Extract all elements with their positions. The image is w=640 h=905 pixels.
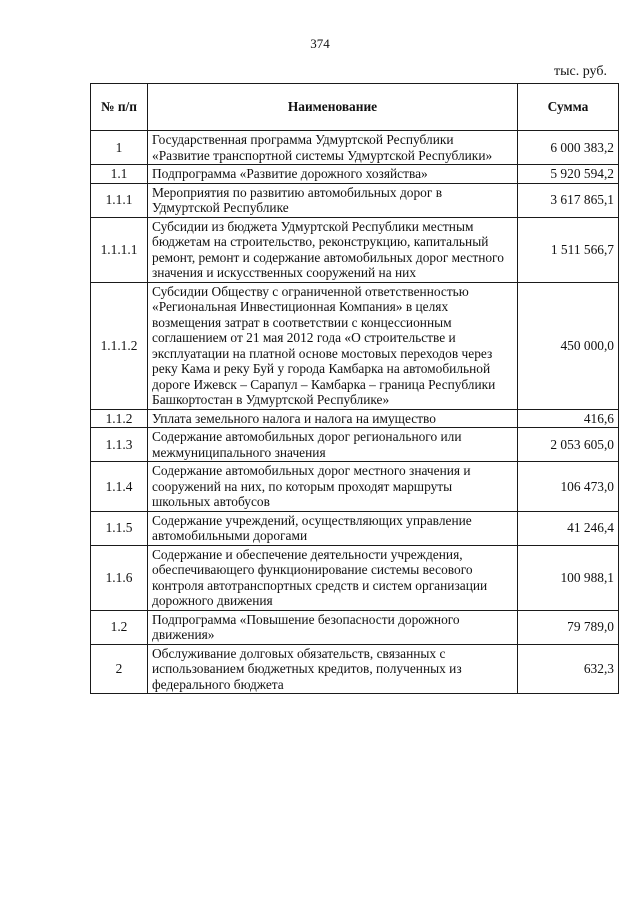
- row-sum: 41 246,4: [518, 511, 619, 545]
- row-sum: 632,3: [518, 644, 619, 694]
- row-number: 1.1.1: [91, 183, 148, 217]
- table-row: [91, 165, 619, 184]
- header-sum: Сумма: [518, 84, 619, 131]
- row-number: 2: [91, 644, 148, 694]
- row-sum: 79 789,0: [518, 610, 619, 644]
- row-name: Подпрограмма «Развитие дорожного хозяйства»: [148, 165, 518, 184]
- row-name: Подпрограмма «Повышение безопасности дорожного движения»: [148, 610, 518, 644]
- table-row: [91, 644, 619, 694]
- table-row: [91, 511, 619, 545]
- table-row: [91, 462, 619, 512]
- row-sum: 5 920 594,2: [518, 165, 619, 184]
- header-number: № п/п: [91, 84, 148, 131]
- row-sum: 450 000,0: [518, 282, 619, 409]
- row-number: 1.1.2: [91, 409, 148, 428]
- page-number: 374: [310, 36, 330, 51]
- row-name: Содержание учреждений, осуществляющих управление автомобильными дорогами: [148, 511, 518, 545]
- table-row: [91, 131, 619, 165]
- row-sum: 6 000 383,2: [518, 131, 619, 165]
- table-row: [91, 409, 619, 428]
- row-number: 1.1.4: [91, 462, 148, 512]
- table-row: [91, 183, 619, 217]
- table-row: [91, 610, 619, 644]
- row-number: 1.1.1.1: [91, 217, 148, 282]
- row-sum: 1 511 566,7: [518, 217, 619, 282]
- row-name: Обслуживание долговых обязательств, связанных с использованием бюджетных кредитов, полученных из федерального бюджета: [148, 644, 518, 694]
- row-number: 1.1.1.2: [91, 282, 148, 409]
- table-header-row: [91, 84, 619, 131]
- row-name: Государственная программа Удмуртской Республики «Развитие транспортной системы Удмуртской Республики»: [148, 131, 518, 165]
- row-number: 1: [91, 131, 148, 165]
- row-sum: 100 988,1: [518, 545, 619, 610]
- row-number: 1.1.3: [91, 428, 148, 462]
- row-name: Содержание и обеспечение деятельности учреждения, обеспечивающего функционирование системы весового контроля автотранспортных средств и систем организации дорожного движения: [148, 545, 518, 610]
- table-row: [91, 282, 619, 409]
- row-number: 1.1: [91, 165, 148, 184]
- units-label: тыс. руб.: [554, 64, 607, 79]
- row-name: Субсидии из бюджета Удмуртской Республики местным бюджетам на строительство, реконструкцию, капитальный ремонт, ремонт и содержание автомобильных дорог местного значения и искусственных сооружений на них: [148, 217, 518, 282]
- row-sum: 3 617 865,1: [518, 183, 619, 217]
- table-row: [91, 428, 619, 462]
- row-name: Мероприятия по развитию автомобильных дорог в Удмуртской Республике: [148, 183, 518, 217]
- row-name: Субсидии Обществу с ограниченной ответственностью «Региональная Инвестиционная Компания» в целях возмещения затрат в соответствии с концессионным соглашением от 21 мая 2012 года «О строительстве и эксплуатации на платной основе мостовых переходов через реку Кама и реку Буй у города Камбарка на автомобильной дороге Ижевск – Сарапул – Камбарка – граница Республики Башкортостан в Удмуртской Республике»: [148, 282, 518, 409]
- row-number: 1.1.5: [91, 511, 148, 545]
- row-sum: 106 473,0: [518, 462, 619, 512]
- row-sum: 416,6: [518, 409, 619, 428]
- row-sum: 2 053 605,0: [518, 428, 619, 462]
- row-number: 1.1.6: [91, 545, 148, 610]
- row-name: Содержание автомобильных дорог регионального или межмуниципального значения: [148, 428, 518, 462]
- table-row: [91, 217, 619, 282]
- budget-table: [90, 83, 619, 694]
- table-row: [91, 545, 619, 610]
- header-name: Наименование: [148, 84, 518, 131]
- row-name: Содержание автомобильных дорог местного значения и сооружений на них, по которым проходят маршруты школьных автобусов: [148, 462, 518, 512]
- row-name: Уплата земельного налога и налога на имущество: [148, 409, 518, 428]
- row-number: 1.2: [91, 610, 148, 644]
